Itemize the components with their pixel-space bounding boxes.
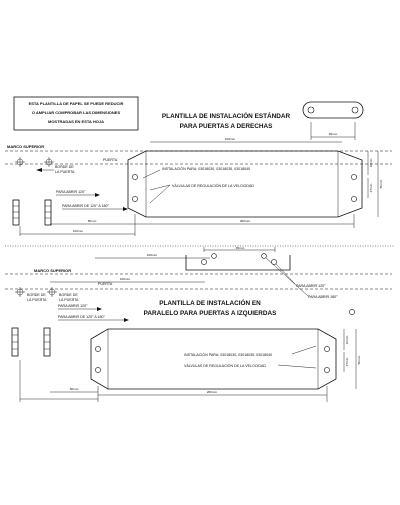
top-marco-superior-label: MARCO SUPERIOR bbox=[7, 144, 45, 149]
bottom-mount-hole bbox=[95, 367, 100, 372]
notice-box bbox=[14, 97, 138, 130]
bottom-borde-label-2a: BORDE DE bbox=[59, 293, 78, 297]
bottom-instalacion-label: INSTALACIÓN PARA: 03018030, 03018035, 03018040 bbox=[184, 353, 273, 357]
top-para-abrir-120: PARA ABRIR 120° bbox=[56, 190, 86, 194]
bottom-dim-100-top: 100mm bbox=[119, 277, 131, 281]
bottom-marco-superior-label: MARCO SUPERIOR bbox=[34, 268, 72, 273]
bottom-borde-label-2b: LA PUERTA bbox=[59, 298, 79, 302]
bottom-borde-label-1b: LA PUERTA bbox=[27, 298, 47, 302]
top-instalacion-label: INSTALACIÓN PARA: 03018030, 03018035, 03018040 bbox=[162, 167, 251, 171]
bottom-borde-label-1a: BORDE DE bbox=[27, 293, 46, 297]
bottom-dim-50b: 50mm bbox=[69, 387, 79, 391]
bottom-bracket bbox=[186, 246, 338, 299]
bottom-para-abrir-120-180: PARA ABRIR DE 120° A 180° bbox=[58, 315, 105, 319]
top-mount-hole bbox=[351, 196, 356, 201]
bottom-hinge-left bbox=[12, 328, 18, 356]
top-dim-27: 27mm bbox=[369, 183, 373, 193]
notice-line-1: ESTA PLANTILLA DE PAPEL SE PUEDE REDUCIR bbox=[28, 101, 124, 106]
top-dim-45: 45mm bbox=[328, 132, 338, 136]
bottom-valvulas-label: VÁLVULAS DE REGULACIÓN DE LA VELOCIDAD bbox=[184, 364, 267, 368]
notice-line-2: O AMPLIAR COMPROBAR LAS DIMENSIONES bbox=[31, 110, 121, 115]
bottom-dim-27: 27mm bbox=[345, 357, 349, 367]
top-mount-hole bbox=[132, 196, 137, 201]
top-dim-260: 260mm bbox=[239, 219, 251, 223]
bottom-mount-hole bbox=[95, 346, 100, 351]
top-dim-100-top: 100mm bbox=[224, 137, 236, 141]
bottom-closer-body bbox=[91, 329, 336, 389]
top-title-line-1: PLANTILLA DE INSTALACIÓN ESTÁNDAR bbox=[161, 113, 291, 120]
bottom-dim-260: 260mm bbox=[206, 390, 218, 394]
top-dim-50: 50mm bbox=[87, 219, 97, 223]
top-borde-label-1: BORDE DE bbox=[55, 165, 74, 169]
top-borde-label-2: LA PUERTA bbox=[55, 170, 75, 174]
bottom-side-hole bbox=[349, 309, 354, 314]
bottom-mount-hole bbox=[324, 346, 329, 351]
top-dim-10: 10mm bbox=[369, 158, 373, 168]
top-dim-100-bottom: 100mm bbox=[72, 229, 84, 233]
top-dim-50-right: 50mm bbox=[379, 179, 383, 189]
bottom-bracket-para-abrir-180: PARA ABRIR 180° bbox=[308, 295, 338, 299]
bottom-bracket-para-abrir-120: PARA ABRIR 120° bbox=[296, 284, 326, 288]
top-door-edge-marker bbox=[15, 157, 75, 174]
top-arm-bracket bbox=[303, 102, 363, 140]
bottom-hinge-right bbox=[44, 328, 50, 356]
bottom-dim-50: 50mm bbox=[357, 355, 361, 365]
top-mount-hole bbox=[351, 174, 356, 179]
top-valvulas-label: VÁLVULAS DE REGULACIÓN DE LA VELOCIDAD bbox=[172, 184, 255, 188]
bottom-title-line-1: PLANTILLA DE INSTALACIÓN EN bbox=[159, 300, 261, 307]
top-title-line-2: PARA PUERTAS A DERECHAS bbox=[179, 123, 273, 130]
top-mount-hole bbox=[132, 174, 137, 179]
top-hinge-right bbox=[45, 200, 51, 225]
top-hinge-left bbox=[13, 200, 19, 225]
bottom-mount-hole bbox=[324, 367, 329, 372]
bottom-title-line-2: PARALELO PARA PUERTAS A IZQUIERDAS bbox=[143, 310, 277, 317]
notice-line-3: MOSTRADAS EN ESTA HOJA bbox=[47, 119, 105, 124]
top-para-abrir-120-180: PARA ABRIR DE 120° A 180° bbox=[62, 204, 109, 208]
bottom-dim-10: 10mm bbox=[345, 335, 349, 345]
bottom-puerta-label: PUERTA bbox=[98, 282, 113, 286]
bottom-dim-45: 45mm bbox=[235, 246, 245, 250]
top-closer-body bbox=[128, 151, 362, 217]
top-puerta-label: PUERTA bbox=[103, 158, 118, 162]
bottom-dim-100-mid: 100mm bbox=[146, 253, 158, 257]
bottom-para-abrir-120: PARA ABRIR 120° bbox=[58, 304, 88, 308]
bottom-template bbox=[5, 246, 392, 402]
